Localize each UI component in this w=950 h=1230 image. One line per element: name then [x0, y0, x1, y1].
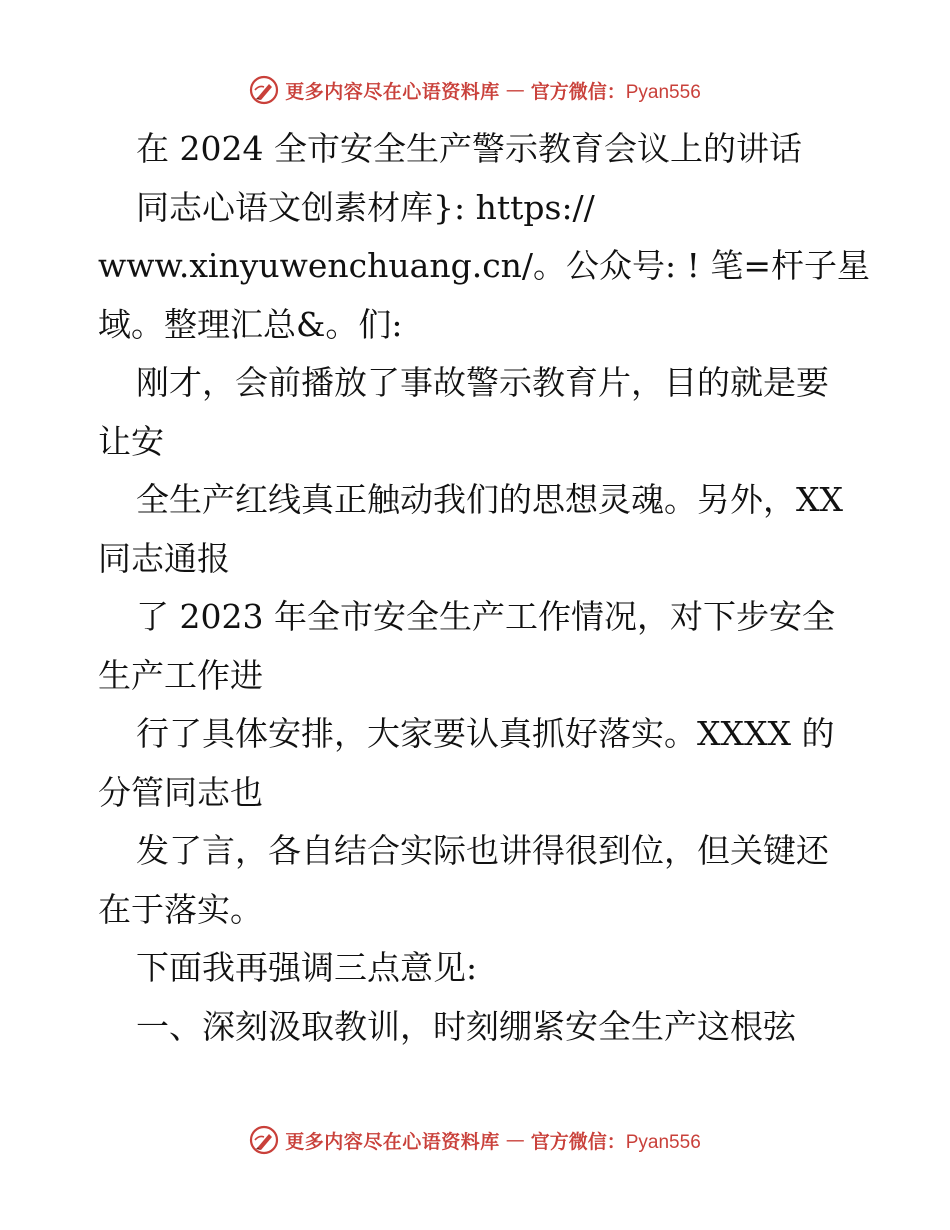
watermark-text: 更多内容尽在心语资料库 [285, 80, 500, 103]
watermark-contact-label: 官方微信： [530, 1130, 626, 1153]
text-line: 刚才，会前播放了事故警示教育片，目的就是要 [136, 363, 829, 402]
watermark-contact-id: Pyan556 [625, 1131, 701, 1153]
document-body [98, 120, 871, 1056]
pen-logo-icon [249, 1125, 279, 1155]
footer-watermark [0, 1120, 950, 1160]
watermark-dash: — [505, 79, 525, 101]
text-line: 分管同志也 [98, 772, 263, 812]
text-line: 在于落实。 [98, 889, 263, 929]
text-line: 行了具体安排，大家要认真抓好落实。XXXX 的 [136, 714, 835, 753]
text-line: 下面我再强调三点意见: [136, 948, 478, 987]
text-line: 一、深刻汲取教训，时刻绷紧安全生产这根弦 [136, 1006, 796, 1046]
text-line: 同志通报 [98, 538, 230, 578]
watermark-contact-id: Pyan556 [625, 81, 701, 103]
text-line: 全生产红线真正触动我们的思想灵魂。另外，XX [136, 480, 843, 519]
pen-logo-icon [249, 75, 279, 105]
watermark-text: 更多内容尽在心语资料库 [285, 1130, 500, 1153]
watermark-contact [531, 1127, 701, 1154]
watermark-contact-label: 官方微信： [530, 80, 626, 103]
document-title: 在 2024 全市安全生产警示教育会议上的讲话 [136, 129, 802, 168]
text-line: 生产工作进 [98, 655, 263, 695]
watermark-dash: — [505, 1129, 525, 1151]
watermark-contact [531, 77, 701, 104]
text-line: 同志心语文创素材库}: https:// [136, 187, 595, 227]
text-line: 了 2023 年全市安全生产工作情况，对下步安全 [136, 597, 835, 636]
text-line: 发了言，各自结合实际也讲得很到位，但关键还 [136, 831, 829, 870]
text-line: 域。整理汇总&。们: [98, 304, 403, 344]
text-line: www.xinyuwenchuang.cn/。公众号: ! 笔=杆子星 [98, 246, 871, 285]
text-line: 让安 [98, 421, 164, 461]
header-watermark [0, 70, 950, 110]
